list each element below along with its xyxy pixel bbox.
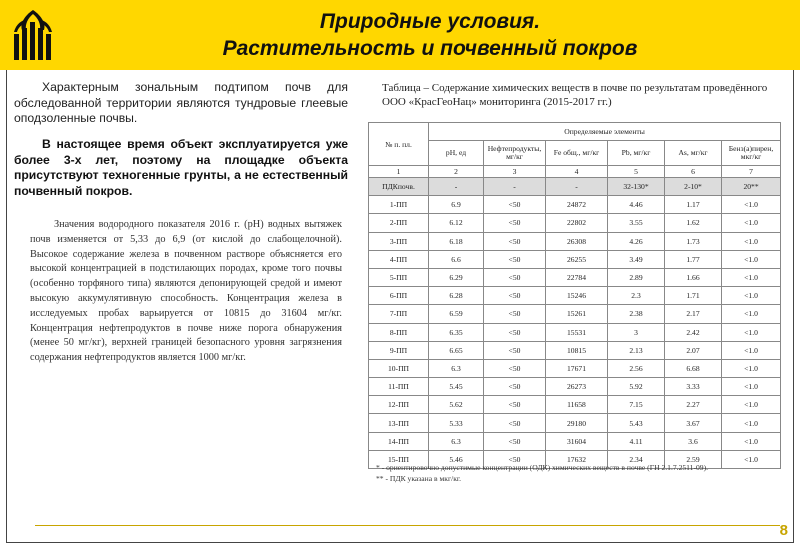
table-cell: 2.27	[665, 396, 722, 414]
table-cell: 1.62	[665, 214, 722, 232]
table-cell: 2.38	[608, 305, 665, 323]
table-cell: <50	[484, 341, 546, 359]
table-cell: -	[484, 178, 546, 196]
table-cell: 1.66	[665, 268, 722, 286]
table-cell: 15531	[546, 323, 608, 341]
table-cell: 29180	[546, 414, 608, 432]
table-cell: <50	[484, 232, 546, 250]
table-row	[369, 432, 781, 450]
table-cell: <1.0	[722, 450, 781, 468]
table-cell: <1.0	[722, 341, 781, 359]
table-cell: 2.17	[665, 305, 722, 323]
column-header: As, мг/кг	[665, 141, 722, 166]
table-cell: <1.0	[722, 323, 781, 341]
table-cell: 3.33	[665, 378, 722, 396]
company-logo-icon	[10, 8, 56, 62]
table-header-row	[369, 123, 781, 141]
table-cell: 6.12	[429, 214, 484, 232]
table-cell: 6.65	[429, 341, 484, 359]
table-cell: 3	[484, 166, 546, 178]
table-row	[369, 323, 781, 341]
table-cell: 5.92	[608, 378, 665, 396]
table-cell: 1	[369, 166, 429, 178]
table-cell: 2-ПП	[369, 214, 429, 232]
table-cell: <1.0	[722, 378, 781, 396]
table-cell: 10815	[546, 341, 608, 359]
table-cell: 10-ПП	[369, 359, 429, 377]
column-header: Нефтепродукты, мг/кг	[484, 141, 546, 166]
table-row	[369, 287, 781, 305]
table-cell: 6.28	[429, 287, 484, 305]
column-header: Fe общ., мг/кг	[546, 141, 608, 166]
table-cell: 2.89	[608, 268, 665, 286]
table-cell: 12-ПП	[369, 396, 429, 414]
table-cell: <50	[484, 214, 546, 232]
table-cell: 31604	[546, 432, 608, 450]
table-cell: 26273	[546, 378, 608, 396]
table-cell: <1.0	[722, 396, 781, 414]
table-cell: <1.0	[722, 232, 781, 250]
table-cell: 5-ПП	[369, 268, 429, 286]
table-cell: 2.07	[665, 341, 722, 359]
table-cell: 26255	[546, 250, 608, 268]
table-cell: 1.77	[665, 250, 722, 268]
title-line-2: Растительность и почвенный покров	[222, 37, 638, 60]
table-cell: <50	[484, 359, 546, 377]
scan-paragraph	[30, 218, 342, 366]
table-cell: <50	[484, 450, 546, 468]
table-row	[369, 378, 781, 396]
table-cell: 6.6	[429, 250, 484, 268]
table-row	[369, 250, 781, 268]
table-cell: 26308	[546, 232, 608, 250]
table-cell: 6.29	[429, 268, 484, 286]
table-cell: 6.59	[429, 305, 484, 323]
table-cell: 13-ПП	[369, 414, 429, 432]
table-row	[369, 268, 781, 286]
table-row	[369, 396, 781, 414]
table-cell: 2.59	[665, 450, 722, 468]
soil-chemistry-table	[368, 122, 781, 469]
table-row	[369, 214, 781, 232]
table-row	[369, 232, 781, 250]
table-cell: 4.46	[608, 196, 665, 214]
table-cell: 3	[608, 323, 665, 341]
table-cell: <1.0	[722, 414, 781, 432]
table-cell: <50	[484, 196, 546, 214]
table-cell: 1.73	[665, 232, 722, 250]
table-cell: 3.6	[665, 432, 722, 450]
table-cell: <1.0	[722, 287, 781, 305]
group-header: Определяемые элементы	[429, 123, 781, 141]
table-cell: <1.0	[722, 432, 781, 450]
table-cell: 6.3	[429, 359, 484, 377]
table-cell: 3.67	[665, 414, 722, 432]
table-subheader-row	[369, 141, 781, 166]
table-cell: 15246	[546, 287, 608, 305]
table-cell: 2.13	[608, 341, 665, 359]
table-row	[369, 414, 781, 432]
table-caption-text: Таблица – Содержание химических веществ в почве по результатам проведённого ООО «КрасГеоНац» мониторинга (2015-2017 гг.)	[382, 82, 768, 108]
table-cell: <50	[484, 414, 546, 432]
table-cell: 32-130*	[608, 178, 665, 196]
table-cell: 9-ПП	[369, 341, 429, 359]
page-number: 8	[779, 522, 788, 539]
table-cell: 5.33	[429, 414, 484, 432]
table-cell: <50	[484, 323, 546, 341]
column-header: pH, ед	[429, 141, 484, 166]
table-cell: 3-ПП	[369, 232, 429, 250]
table-row	[369, 305, 781, 323]
table-cell: <50	[484, 268, 546, 286]
table-cell: 2	[429, 166, 484, 178]
pdk-row	[369, 178, 781, 196]
table-cell: 17671	[546, 359, 608, 377]
header-bar	[0, 0, 800, 70]
table-cell: 6	[665, 166, 722, 178]
table-cell: -	[429, 178, 484, 196]
table-note: * - ориентировочно допустимые концентрации (ОДК) химических веществ в почве (ГН 2.1.7.2511-09).	[376, 463, 709, 472]
footer-divider	[35, 525, 780, 526]
table-caption	[382, 82, 782, 109]
table-cell: ПДКпочв.	[369, 178, 429, 196]
highlight-paragraph	[14, 137, 348, 199]
table-cell: 5.43	[608, 414, 665, 432]
table-notes	[376, 462, 780, 484]
table-cell: 11-ПП	[369, 378, 429, 396]
table-cell: 1.71	[665, 287, 722, 305]
table-cell: 3.49	[608, 250, 665, 268]
table-cell: 14-ПП	[369, 432, 429, 450]
table-cell: 1.17	[665, 196, 722, 214]
table-cell: 2.42	[665, 323, 722, 341]
table-cell: <1.0	[722, 268, 781, 286]
table-cell: <50	[484, 396, 546, 414]
intro-text: Характерным зональным подтипом почв для обследованной территории являются тундровые глеевые оподзоленные почвы.	[14, 80, 348, 125]
table-note: ** - ПДК указана в мкг/кг.	[376, 474, 462, 483]
table-cell: 6-ПП	[369, 287, 429, 305]
intro-paragraph	[14, 80, 348, 127]
column-number-row	[369, 166, 781, 178]
table-cell: <50	[484, 250, 546, 268]
column-header: Pb, мг/кг	[608, 141, 665, 166]
table-cell: 2.3	[608, 287, 665, 305]
table-cell: 1-ПП	[369, 196, 429, 214]
table-cell: -	[546, 178, 608, 196]
sample-column-header: № п. пл.	[369, 123, 429, 166]
table-cell: 8-ПП	[369, 323, 429, 341]
table-cell: <50	[484, 287, 546, 305]
table-cell: <1.0	[722, 359, 781, 377]
table-cell: 5.46	[429, 450, 484, 468]
table-cell: 6.3	[429, 432, 484, 450]
table-cell: <50	[484, 378, 546, 396]
table-cell: 11658	[546, 396, 608, 414]
table-cell: 22802	[546, 214, 608, 232]
table-cell: 4	[546, 166, 608, 178]
table-cell: 24872	[546, 196, 608, 214]
table-cell: 6.9	[429, 196, 484, 214]
table-cell: 7	[722, 166, 781, 178]
table-cell: 5.45	[429, 378, 484, 396]
table-row	[369, 341, 781, 359]
table-cell: 3.55	[608, 214, 665, 232]
table-cell: 5.62	[429, 396, 484, 414]
table-cell: <1.0	[722, 250, 781, 268]
table-cell: <1.0	[722, 214, 781, 232]
table-cell: 6.18	[429, 232, 484, 250]
table-cell: 5	[608, 166, 665, 178]
table-cell: 6.35	[429, 323, 484, 341]
table-cell: 2.34	[608, 450, 665, 468]
table-cell: 4-ПП	[369, 250, 429, 268]
table-cell: 22784	[546, 268, 608, 286]
table-cell: <1.0	[722, 305, 781, 323]
table-cell: <1.0	[722, 196, 781, 214]
table-cell: 15261	[546, 305, 608, 323]
highlight-text: В настоящее время объект эксплуатируется уже более 3-х лет, поэтому на площадке объекта присутствуют техногенные грунты, а не естественный почвенный покров.	[14, 137, 348, 198]
scan-text: Значения водородного показателя 2016 г. (pH) водных вытяжек почв изменяется от 5,33 до 6,9 (от кислой до слабощелочной). Высокое содержание железа в почвенном растворе объясняется его высокой концентрацией в подстилающих породах, кроме того почвы (особенно торфяного типа) являются депонирующей средой и имеют высокую аккумулятивную способность. Концентрация железа в исследуемых пробах варьируется от 10815 до 31604 мг/кг. Концентрация нефтепродуктов в почве ниже порога обнаружения (менее 50 мг/кг), верхней границей безопасного уровня загрязнения содержания нефтепродуктов является 1000 мг/кг.	[30, 219, 342, 364]
title-line-1: Природные условия.	[319, 10, 541, 33]
table-row	[369, 359, 781, 377]
table-cell: 20**	[722, 178, 781, 196]
table-cell: 6.68	[665, 359, 722, 377]
table-cell: 2-10*	[665, 178, 722, 196]
table-cell: 17632	[546, 450, 608, 468]
table-cell: <50	[484, 432, 546, 450]
table-cell: 2.56	[608, 359, 665, 377]
page-title	[60, 8, 800, 62]
table-cell: 7.15	[608, 396, 665, 414]
table-cell: <50	[484, 305, 546, 323]
table-cell: 4.11	[608, 432, 665, 450]
table-cell: 15-ПП	[369, 450, 429, 468]
table-cell: 4.26	[608, 232, 665, 250]
column-header: Бенз(а)пирен, мкг/кг	[722, 141, 781, 166]
table-cell: 7-ПП	[369, 305, 429, 323]
table-row	[369, 196, 781, 214]
